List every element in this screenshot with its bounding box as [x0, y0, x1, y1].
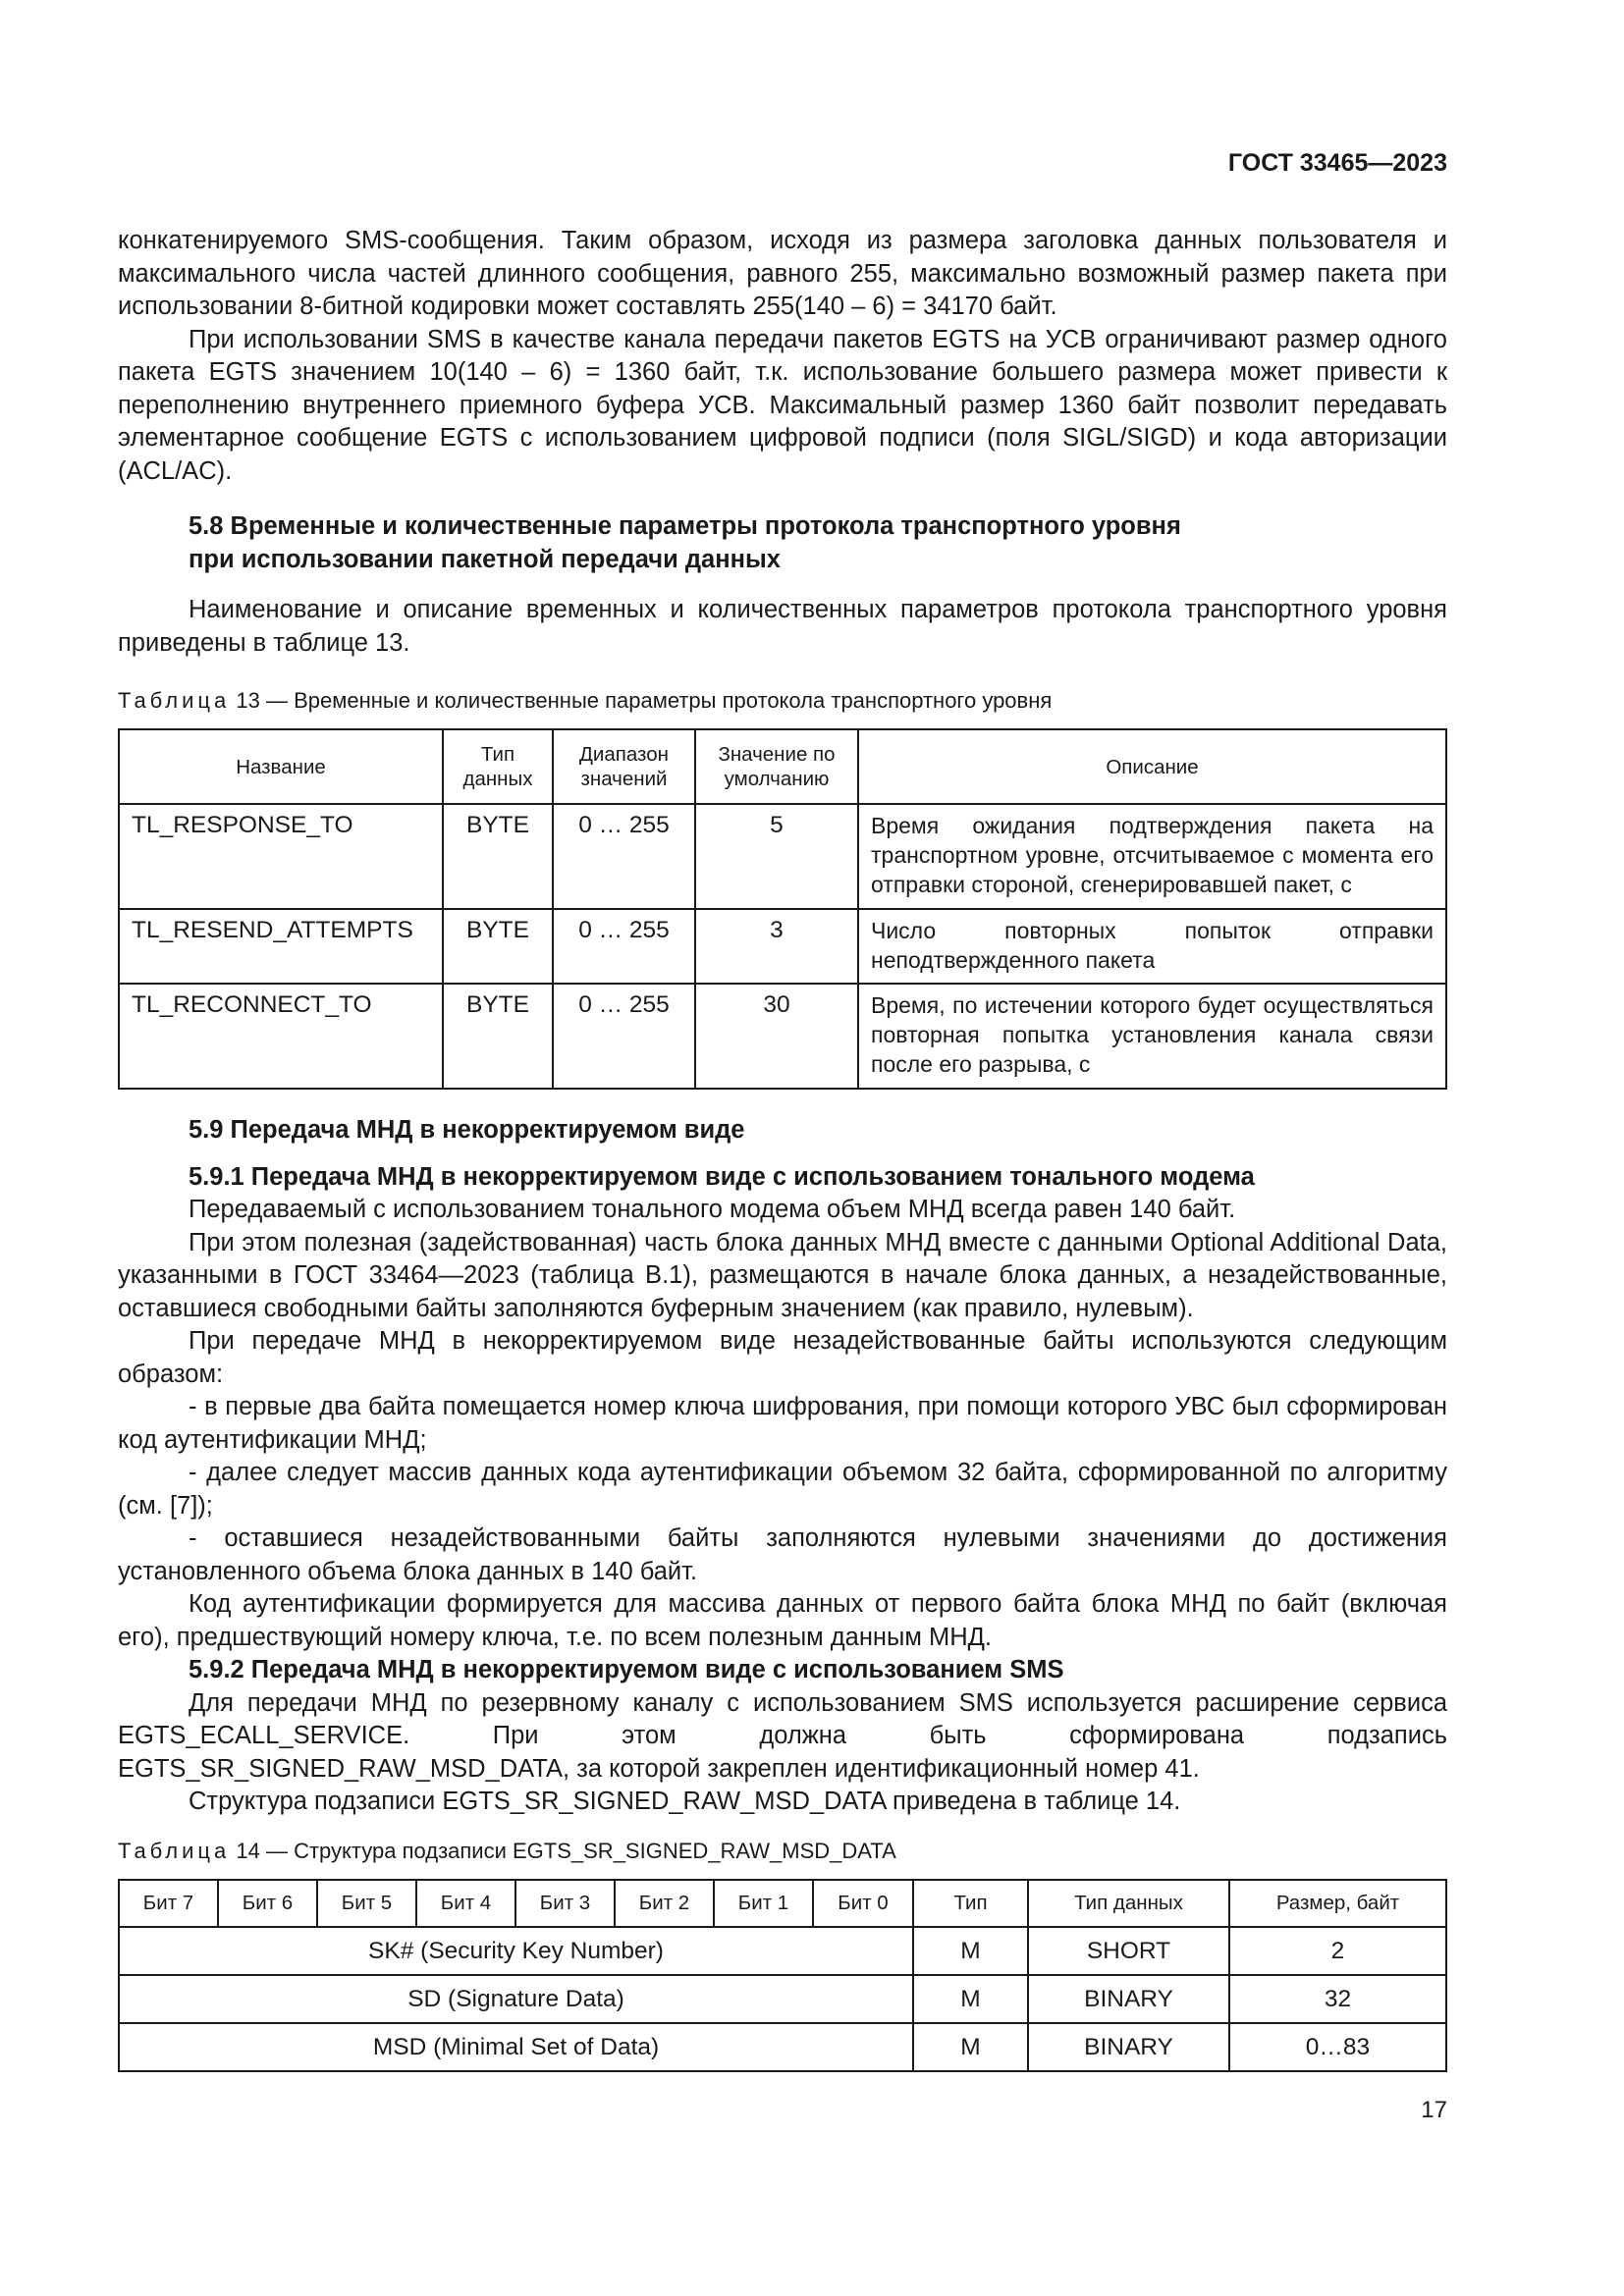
- list-item: - далее следует массив данных кода аутентификации объемом 32 байта, сформированной по алгоритму (см. [7]);: [118, 1459, 1447, 1520]
- table-cell: Время ожидания подтверждения пакета на транспортном уровне, отсчитываемое с момента его отправки стороной, сгенерировавшей пакет, с: [858, 804, 1446, 909]
- header-cell: Значение по умолчанию: [695, 729, 858, 804]
- subsection-title-5-9-2: 5.9.2 Передача МНД в некорректируемом виде с использованием SMS: [189, 1656, 1064, 1683]
- paragraph: Передаваемый с использованием тонального модема объем МНД всегда равен 140 байт.: [189, 1196, 1236, 1223]
- caption-text: 14 — Структура подзаписи EGTS_SR_SIGNED_RAW_MSD_DATA: [236, 1839, 896, 1863]
- paragraph: При передаче МНД в некорректируемом виде незадействованные байты используются следующим образом:: [118, 1327, 1447, 1388]
- table-cell: 5: [695, 804, 858, 909]
- table-row: [119, 2023, 1446, 2071]
- header-cell: Тип данных: [1028, 1880, 1229, 1927]
- table-cell: M: [913, 1975, 1028, 2023]
- table-cell: 3: [695, 909, 858, 984]
- header-cell: Бит 0: [813, 1880, 913, 1927]
- table-header-row: [119, 1880, 1446, 1927]
- table-cell: 0 … 255: [553, 909, 695, 984]
- caption-text: 13 — Временные и количественные параметры протокола транспортного уровня: [236, 688, 1053, 713]
- table-cell: TL_RESEND_ATTEMPTS: [119, 909, 443, 984]
- header-cell: Бит 3: [515, 1880, 615, 1927]
- table13-caption: [118, 687, 1052, 715]
- table-cell: BYTE: [443, 909, 553, 984]
- table-cell: Число повторных попыток отправки неподтвержденного пакета: [858, 909, 1446, 984]
- table-row: [119, 804, 1446, 909]
- header-cell: Диапазон значений: [553, 729, 695, 804]
- table-row: [119, 1927, 1446, 1975]
- table-cell: SK# (Security Key Number): [119, 1927, 913, 1975]
- paragraph: Структура подзаписи EGTS_SR_SIGNED_RAW_MSD_DATA приведена в таблице 14.: [189, 1788, 1181, 1815]
- table-cell: 32: [1229, 1975, 1446, 2023]
- subsection-title-5-9-1: 5.9.1 Передача МНД в некорректируемом виде с использованием тонального модема: [189, 1162, 1255, 1191]
- table-header-row: [119, 729, 1446, 804]
- header-cell: Описание: [858, 729, 1446, 804]
- table14-caption: [118, 1838, 896, 1865]
- header-cell: Бит 4: [416, 1880, 515, 1927]
- table-cell: TL_RECONNECT_TO: [119, 984, 443, 1089]
- table-cell: SD (Signature Data): [119, 1975, 913, 2023]
- paragraph: конкатенируемого SMS-сообщения. Таким образом, исходя из размера заголовка данных пользователя и максимального числа частей длинного сообщения, равного 255, максимально возможный размер пакета при использовании 8-битной кодировки может составлять 255(140 – 6) = 34170 байт.: [118, 227, 1447, 320]
- table-cell: BYTE: [443, 984, 553, 1089]
- table-cell: BYTE: [443, 804, 553, 909]
- table-cell: TL_RESPONSE_TO: [119, 804, 443, 909]
- caption-label: Таблица: [118, 688, 231, 713]
- table-cell: SHORT: [1028, 1927, 1229, 1975]
- paragraph: Код аутентификации формируется для массива данных от первого байта блока МНД по байт (включая его), предшествующий номеру ключа, т.е. по всем полезным данным МНД.: [118, 1590, 1447, 1651]
- header-cell: Тип: [913, 1880, 1028, 1927]
- table-13: [118, 728, 1447, 1090]
- table-cell: BINARY: [1028, 2023, 1229, 2071]
- document-header: ГОСТ 33465—2023: [1227, 149, 1447, 177]
- page-number: 17: [1421, 2097, 1447, 2123]
- table-cell: BINARY: [1028, 1975, 1229, 2023]
- section-title-5-8-cont: при использовании пакетной передачи данных: [189, 545, 781, 573]
- header-cell: Тип данных: [443, 729, 553, 804]
- section-5-9: [118, 1114, 1447, 1819]
- header-cell: Бит 1: [714, 1880, 813, 1927]
- paragraph: Наименование и описание временных и количественных параметров протокола транспортного уровня приведены в таблице 13.: [118, 596, 1447, 657]
- header-cell: Название: [119, 729, 443, 804]
- table-row: [119, 984, 1446, 1089]
- header-cell: Бит 2: [615, 1880, 714, 1927]
- header-cell: Бит 7: [119, 1880, 218, 1927]
- header-cell: Бит 5: [317, 1880, 416, 1927]
- header-cell: Бит 6: [218, 1880, 317, 1927]
- table-cell: M: [913, 2023, 1028, 2071]
- table-cell: 2: [1229, 1927, 1446, 1975]
- table-cell: 0…83: [1229, 2023, 1446, 2071]
- paragraph: Для передачи МНД по резервному каналу с использованием SMS используется расширение сервиса EGTS_ECALL_SERVICE. При этом должна быть сформирована подзапись EGTS_SR_SIGNED_RAW_MSD_DATA, за которой закреплен идентификационный номер 41.: [118, 1688, 1447, 1783]
- text-block-top: [118, 225, 1447, 660]
- list-item: - оставшиеся незадействованными байты заполняются нулевыми значениями до достижения установленного объема блока данных в 140 байт.: [118, 1524, 1447, 1585]
- paragraph: При использовании SMS в качестве канала передачи пакетов EGTS на УСВ ограничивают размер одного пакета EGTS значением 10(140 – 6) = 1360 байт, т.к. использование большего размера может привести к переполнению внутреннего приемного буфера УСВ. Максимальный размер 1360 байт позволит передавать элементарное сообщение EGTS с использованием цифровой подписи (поля SIGL/SIGD) и кода авторизации (ACL/AC).: [118, 325, 1447, 485]
- table-row: [119, 909, 1446, 984]
- header-cell: Размер, байт: [1229, 1880, 1446, 1927]
- table-cell: 0 … 255: [553, 804, 695, 909]
- caption-label: Таблица: [118, 1839, 231, 1863]
- table-cell: 0 … 255: [553, 984, 695, 1089]
- section-title-5-8: 5.8 Временные и количественные параметры протокола транспортного уровня: [189, 512, 1181, 540]
- table-cell: Время, по истечении которого будет осуществляться повторная попытка установления канала связи после его разрыва, с: [858, 984, 1446, 1089]
- table-row: [119, 1975, 1446, 2023]
- section-title-5-9: 5.9 Передача МНД в некорректируемом виде: [189, 1116, 745, 1144]
- paragraph: При этом полезная (задействованная) часть блока данных МНД вместе с данными Optional Additional Data, указанными в ГОСТ 33464—2023 (таблица В.1), размещаются в начале блока данных, а незадействованные, оставшиеся свободными байты заполняются буферным значением (как правило, нулевым).: [118, 1228, 1447, 1322]
- table-cell: 30: [695, 984, 858, 1089]
- table-cell: MSD (Minimal Set of Data): [119, 2023, 913, 2071]
- table-cell: M: [913, 1927, 1028, 1975]
- list-item: - в первые два байта помещается номер ключа шифрования, при помощи которого УВС был сформирован код аутентификации МНД;: [118, 1393, 1447, 1454]
- table-14: [118, 1879, 1447, 2072]
